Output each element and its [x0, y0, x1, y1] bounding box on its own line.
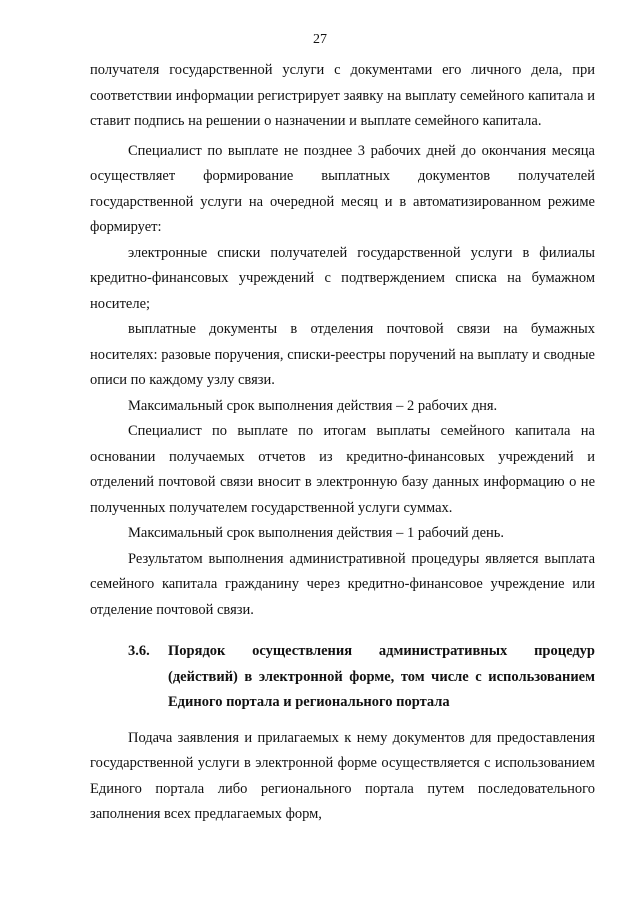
paragraph-specialist-results: Специалист по выплате по итогам выплаты семейного капитала на основании получаемых отчетов из кредитно-финансовых учреждений и отделений почтовой связи вносит в электронную базу данных информацию о не полученных получателем государственной услуги суммах. [90, 423, 595, 516]
section-number: 3.6. [128, 643, 150, 659]
paragraph-specialist-forming: Специалист по выплате не позднее 3 рабочих дней до окончания месяца осуществляет формирование выплатных документов получателей государственной услуги на очередной месяц и в автоматизированном режиме формирует: [90, 142, 595, 235]
paragraph-continuation: получателя государственной услуги с документами его личного дела, при соответствии информации регистрирует заявку на выплату семейного капитала и ставит подпись на решении о назначении и выплате семейного капитала. [90, 62, 595, 129]
paragraph-electronic-submission: Подача заявления и прилагаемых к нему документов для предоставления государственной услуги в электронной форме осуществляется с использованием Единого портала либо регионального портала путем последовательного заполнения всех предлагаемых форм, [90, 729, 595, 822]
paragraph-payment-documents: выплатные документы в отделения почтовой связи на бумажных носителях: разовые поручения, списки-реестры поручений на выплату и сводные описи по каждому узлу связи. [90, 321, 595, 388]
section-title: Порядок осуществления административных процедур (действий) в электронной форме, том числе с использованием Единого портала и регионального портала [168, 643, 595, 710]
paragraph-procedure-result: Результатом выполнения административной процедуры является выплата семейного капитала гражданину через кредитно-финансовое учреждение или отделение почтовой связи. [90, 550, 595, 618]
section-heading [90, 639, 595, 716]
page-number: 27 [313, 32, 327, 47]
paragraph-max-term-2-days: Максимальный срок выполнения действия – 2 рабочих дня. [128, 397, 498, 414]
paragraph-max-term-1-day: Максимальный срок выполнения действия – 1 рабочий день. [128, 525, 505, 541]
paragraph-electronic-lists: электронные списки получателей государственной услуги в филиалы кредитно-финансовых учреждений с подтверждением списка на бумажном носителе; [90, 244, 595, 312]
document-body [90, 58, 595, 828]
